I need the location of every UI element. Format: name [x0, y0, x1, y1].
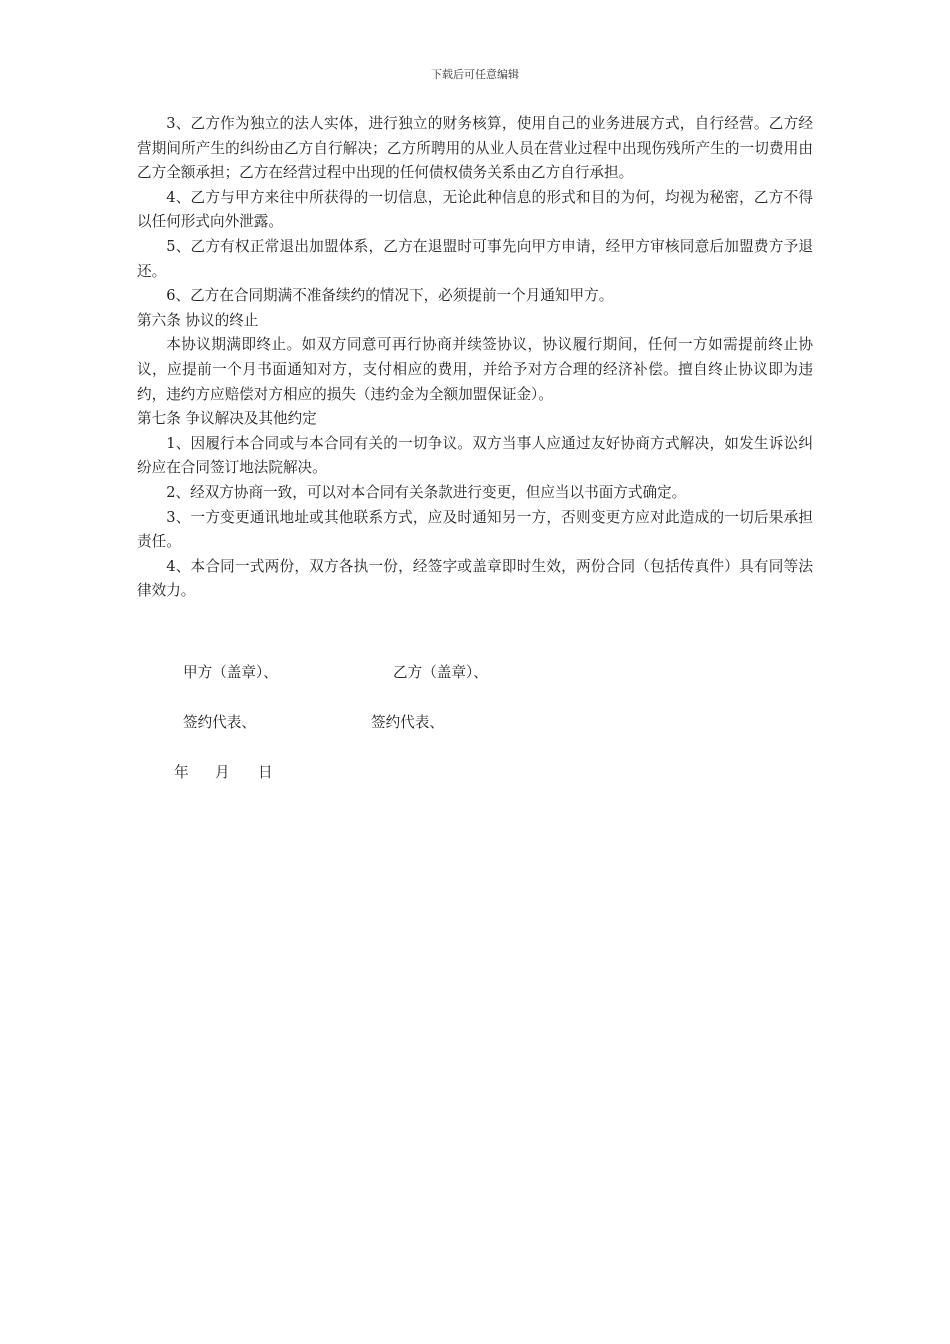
clause-paragraph: 本协议期满即终止。如双方同意可再行协商并续签协议，协议履行期间，任何一方如需提前终止协议，应提前一个月书面通知对方，支付相应的费用，并给予对方合理的经济补偿。擅自终止协议即为违约，违约方应赔偿对方相应的损失（违约金为全额加盟保证金）。	[137, 336, 813, 403]
date-day-label: 日	[258, 764, 273, 781]
party-b-seal-label: 乙方（盖章）、	[393, 664, 488, 681]
party-a-seal-label: 甲方（盖章）、	[183, 664, 278, 681]
party-a-representative-label: 签约代表、	[183, 714, 256, 731]
section-heading: 第七条 争议解决及其他约定	[137, 410, 317, 428]
section-heading: 第六条 协议的终止	[137, 311, 259, 329]
clause-paragraph: 3、一方变更通讯地址或其他联系方式，应及时通知另一方，否则变更方应对此造成的一切后果承担责任。	[137, 508, 813, 551]
date-year-label: 年	[174, 764, 189, 781]
clause-paragraph: 5、乙方有权正常退出加盟体系，乙方在退盟时可事先向甲方申请，经甲方审核同意后加盟费方予退还。	[137, 237, 813, 280]
party-b-representative-label: 签约代表、	[371, 714, 444, 731]
clause-paragraph: 2、经双方协商一致，可以对本合同有关条款进行变更，但应当以书面方式确定。	[166, 483, 687, 501]
date-month-label: 月	[215, 764, 230, 781]
clause-paragraph: 4、乙方与甲方来往中所获得的一切信息，无论此种信息的形式和目的为何，均视为秘密，乙方不得以任何形式向外泄露。	[137, 188, 813, 231]
contract-body	[137, 112, 813, 604]
clause-paragraph: 6、乙方在合同期满不准备续约的情况下，必须提前一个月通知甲方。	[166, 287, 614, 305]
clause-paragraph: 4、本合同一式两份，双方各执一份，经签字或盖章即时生效，两份合同（包括传真件）具有同等法律效力。	[137, 557, 813, 600]
clause-paragraph: 3、乙方作为独立的法人实体，进行独立的财务核算，使用自己的业务进展方式，自行经营。乙方经营期间所产生的纠纷由乙方自行解决；乙方所聘用的从业人员在营业过程中出现伤残所产生的一切费用由乙方全额承担；乙方在经营过程中出现的任何债权债务关系由乙方自行承担。	[137, 115, 813, 182]
clause-paragraph: 1、因履行本合同或与本合同有关的一切争议。双方当事人应通过友好协商方式解决，如发生诉讼纠纷应在合同签订地法院解决。	[137, 434, 813, 477]
page-header: 下载后可任意编辑	[431, 68, 519, 81]
